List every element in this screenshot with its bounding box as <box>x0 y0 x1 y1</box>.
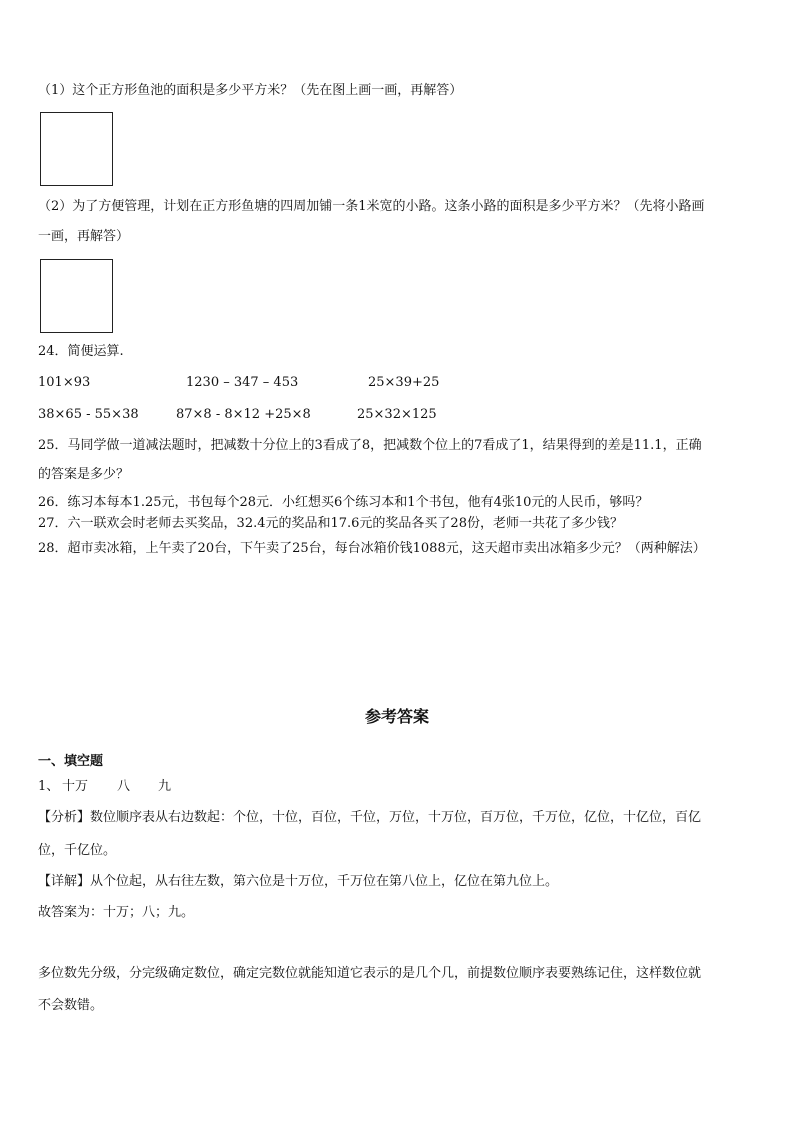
q25-line1: 25．马同学做一道减法题时，把减数十分位上的3看成了8，把减数个位上的7看成了1，结果得到的差是11.1，正确 <box>38 438 702 453</box>
q24-expr-6: 25×32×125 <box>357 407 437 422</box>
comment-line1: 多位数先分级，分完级确定数位，确定完数位就能知道它表示的是几个几，前提数位顺序表要熟练记住，这样数位就 <box>38 966 702 981</box>
q24-expr-1: 101×93 <box>38 375 91 390</box>
analysis-line1: 【分析】数位顺序表从右边数起：个位，十位，百位，千位，万位，十万位，百万位，千万位，亿位，十亿位，百亿 <box>38 810 702 825</box>
answer-1-number: 1、 <box>38 779 60 794</box>
q24-title: 24．简便运算. <box>38 344 124 359</box>
square-pond-figure-1 <box>40 112 113 186</box>
q26-text: 26．练习本每本1.25元，书包每个28元．小红想买6个练习本和1个书包，他有4张10元的人民币，够吗？ <box>38 495 649 510</box>
q25-line2: 的答案是多少？ <box>38 467 130 482</box>
q23-part2-line2: 一画，再解答） <box>38 229 130 244</box>
detail-text: 【详解】从个位起，从右往左数，第六位是十万位，千万位在第八位上，亿位在第九位上。 <box>38 874 559 889</box>
q28-text: 28．超市卖冰箱，上午卖了20台，下午卖了25台，每台冰箱价钱1088元，这天超市卖出冰箱多少元？（两种解法） <box>38 541 706 556</box>
final-answer: 故答案为：十万；八；九。 <box>38 905 195 920</box>
answer-1-value-2: 八 <box>117 779 131 794</box>
answer-1-value-1: 十万 <box>62 779 89 794</box>
q24-expr-4: 38×65 - 55×38 <box>38 407 139 422</box>
q24-expr-5: 87×8 - 8×12 +25×8 <box>176 407 311 422</box>
answer-1-value-3: 九 <box>158 779 172 794</box>
answers-title: 参考答案 <box>364 707 429 726</box>
q23-part1: （1）这个正方形鱼池的面积是多少平方米？（先在图上画一画，再解答） <box>38 83 463 98</box>
q24-expr-2: 1230 – 347 – 453 <box>186 375 299 390</box>
q24-expr-3: 25×39+25 <box>368 375 440 390</box>
comment-line2: 不会数错。 <box>38 998 104 1013</box>
q27-text: 27．六一联欢会时老师去买奖品，32.4元的奖品和17.6元的奖品各买了28份，老师一共花了多少钱？ <box>38 516 623 531</box>
q23-part2-line1: （2）为了方便管理，计划在正方形鱼塘的四周加铺一条1米宽的小路。这条小路的面积是多少平方米？（先将小路画 <box>38 199 705 214</box>
square-pond-figure-2 <box>40 259 113 333</box>
analysis-line2: 位，千亿位。 <box>38 843 117 858</box>
answers-section-heading: 一、填空题 <box>38 754 104 769</box>
